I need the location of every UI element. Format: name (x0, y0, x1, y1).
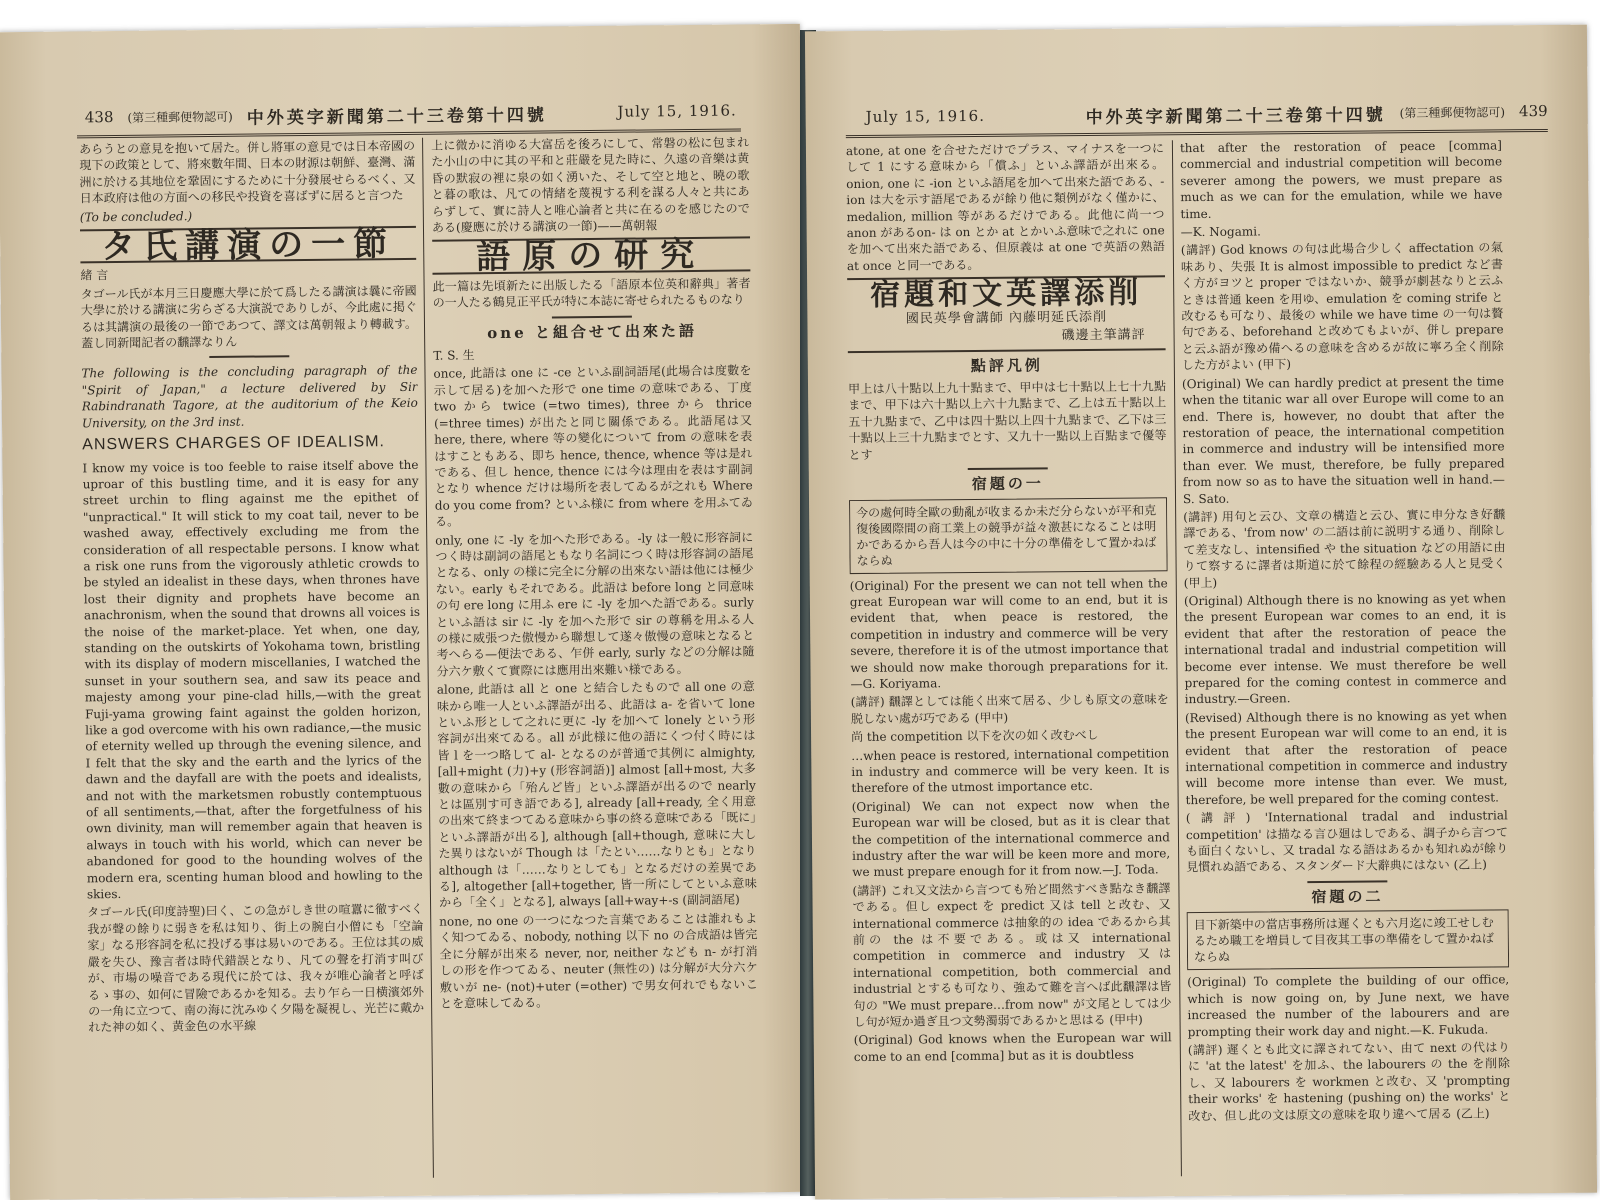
answer-nogami-start: (Original) God knows when the European war will come to an end [comma] but as it is doubtless (853, 1030, 1172, 1064)
exercise-2-box: 目下新築中の當店事務所は遲くとも六月迄に竣工せしむるため職工を増員して目夜其工事の準備をして置かねばならぬ (1187, 910, 1509, 971)
journal-title: 中外英字新聞第二十三卷第十四號 (246, 104, 547, 129)
article-continuation: あらうとの意見を抱いて居た。併し將軍の意見では日本帝國の現下の政策として、將來數年間、日本の財源は朝鮮、臺灣、滿洲に於ける其地位を鞏固にするために十分發展せらるべく、又日本政府は他の方面への移民や投資を喜ばずに居ると言つた (79, 138, 416, 206)
english-note: The following is the concluding paragraph of the "Spirit of Japan," a lecture delivered by Sir Rabindranath Tagore, at the auditorium of the Keio University, on the 3rd inst. (81, 363, 418, 431)
permit-notice: (第三種郵便物認可) (127, 109, 233, 125)
translation-continuation: 上に微かに消ゆる大富岳を後ろにして、常磐の松に包まれた小山の中に其の平和と莊嚴を見た時に、久遠の音樂は黄昏の默寂の裡に泉の如く湧いた、そして空と地と、曉の歌と暮の歌は、凡ての情緒を蔑視する利を謀る人々と共にあらずして、實に詩人と唯心論者と共に在るのを感じたのである(慶應に於ける講演の一節)——萬朝報 (431, 135, 750, 235)
etymology-subheading: one と組合せて出來た語 (487, 321, 698, 342)
etymology-author: T. S. 生 (433, 348, 475, 363)
section-divider (1307, 880, 1387, 883)
article-title-exercise: 宿題和文英譯添削 (870, 275, 1143, 314)
answer-toda: (Original) We can not expect now when the European war will be closed, but as it is clear that the competition of the international commerce and industry after the war will be keen more and more, we must prepare enough for it from now.—J. Toda. (851, 797, 1171, 880)
right-column-1 (846, 140, 1173, 1179)
critique-green: (講評) 'International tradal and industrial competition' は描なる言ひ廻はしである、調子から言つても面白くないし、又 tradal なる語はあるかも知れぬが餘り見慣れぬ語である、スタンダード大辭典にはない (乙上) (1185, 808, 1509, 875)
right-page (805, 25, 1597, 1200)
page-number: 439 (1518, 101, 1548, 121)
critique-fukuda: (講評) 遲くとも此文に譯されてない、由て next の代はりに 'at the latest' を加ふ、the labourers の the を削除し、又 labourers を workmen と改む、又 'prompting their works' を hastening (pushing on) the works' と改む、但し此の文は原文の意味を取り違へて居る (乙上) (1187, 1040, 1511, 1123)
grading-heading: 點評凡例 (970, 356, 1043, 375)
page-number: 438 (84, 108, 114, 127)
answer-green: (Original) Although there is no knowing as yet when the present European war comes to an end, it is evident that after the restoration of peace the international tradal and industrial competition will become ever intense. We must therefore be well prepared for the coming contest in commerce and industry.—Green. (1183, 591, 1507, 707)
right-page-header (866, 97, 1548, 131)
etymology-intro: 此一篇は先頃新たに出版したる「語原本位英和辭典」著者の一人たる鶴見正平氏が特に本誌に寄せられたるものなり (432, 276, 751, 310)
preface-text: タゴール氏が本月三日慶應大學に於て爲したる講演は曩に帝國大學に於ける講演に劣らざる大演説でありしが、今此處に掲ぐるは其講演の最後の一節であつて、譯文は萬朝報より轉載す。蓋し同新聞記者の飜譯なりん (80, 283, 418, 351)
entry-none: none, no one の一つになつた言葉であることは誰れもよく知つてゐる、nobody, nothing 以下 no の合成語は皆完全に分解が出來る never, nor, neither なども n- が打消しの形を作つてゐる、neuter (無性の) は分解が大分六ケ敷いが ne- (not)+uter (=other) で男女何れでもないことを意味してゐる。 (439, 911, 758, 1011)
left-column-2 (431, 134, 760, 1177)
etymology-continuation: atone, at one を合せただけでプラス、マイナスを一つにして 1 にする意味から「償ふ」といふ譯語が出來る。onion, one に -ion といふ語尾を加へて出來た語である、-ion は大を示す語尾であるが餘り他に類例がなく僅かに、medalion, million 等があるだけである。此他に尚一つ anon があるon- は on とか at とかいふ意味で之れに one を加へて出來た語である、但原義は at one で英語の熟語 at once と同一である。 (845, 141, 1165, 273)
left-page-header (85, 96, 737, 131)
issue-date: July 15, 1916. (865, 106, 986, 126)
header-rule (846, 129, 1548, 138)
entry-alone: alone, 此語は all と one と結合したもので all one の意味から唯一人といふ譯語が出る、此語は a- を省いて lone といふ形として之れに更に -ly を加へて lonely という形容詞が出來てゐる。all が此様に他の語にくつ付く時には皆 l を一つ略して al- となるのが普通で其例に almighty, [all+might (力)+y (形容詞語)] almost [all+most, 大多數の意味から「殆んど皆」といふ譯語が出るので nearly とは區別す可き語である], already [all+ready, 全く用意の出來て終まつてゐる意味から事の終る意味である「既に」といふ譯語が出る], although [all+though, 意味に大した異りはないが Though は「たとい……なりとも」となり although は「……なりとしても」となるだけの差異である], altogether [all+together, 皆一所にしてといふ意味から「全く」となる], always [all+way+-s (副詞語尾) (436, 679, 757, 911)
article-title-tagore: タ氏講演の一節 (100, 224, 396, 268)
exercise-1-box: 今の處何時全歐の動亂が收まるか未だ分らないが平和克復後國際間の商工業上の競爭が益々激甚になることは明かであるから吾人は今の中に十分の準備をして置かねばならぬ (849, 497, 1168, 574)
signature-nogami: —K. Nogami. (1180, 224, 1261, 240)
to-be-concluded: (To be concluded.) (79, 208, 193, 225)
english-heading: ANSWERS CHARGES OF IDEALISM. (82, 433, 386, 454)
section-divider (552, 315, 632, 318)
critique-nogami: (講評) God knows の句は此場合少しく affectation の氣味あり、失張 It is almost impossible to predict など書く方がヨツと proper ではないか、競爭が劇甚なりと云ふときは普通 keen を用ゆ、emulation を coming strife と改むるも可なり、最後の while we have time の一句は贅句である、beforehand と改めてもよいが、併し prepare と云ふ語が豫め備へるの意味を含めるが故に寧ろ全く削除した方がよい (甲下) (1180, 240, 1504, 373)
right-column-2 (1180, 137, 1511, 1176)
critique-koriyama-note: 尚 the competition 以下を次の如く改むべし (851, 728, 1099, 745)
permit-notice: (第三種郵便物認可) (1399, 104, 1506, 120)
answer-fukuda: (Original) To complete the building of our office, which is now going on, by June next, we have increased the number of the labourers and are prompting their work day and night.—K. Fukuda. (1187, 972, 1510, 1039)
preface-label: 緒 言 (80, 268, 109, 283)
issue-date: July 15, 1916. (617, 101, 737, 121)
grading-text: 甲上は八十點以上九十點まで、甲中は七十點以上七十九點まで、甲下は六十點以上六十九點まで、乙上は五十點以上五十九點まで、乙中は四十點以上四十九點まで、乙下は三十點以上三十九點までとす、又九十一點以上百點まで優等とす (847, 379, 1167, 462)
answer-nogami-end: that after the restoration of peace [comma] commercial and industrial competition will become severer among the powers, we must prepare as much as we can for the emulation, while we have time. (1179, 138, 1503, 221)
journal-title: 中外英字新聞第二十三卷第十四號 (1085, 104, 1386, 128)
critique-koriyama: (講評) 飜譯としては能く出來て居る、少しも原文の意味を脱しない處が巧である (甲中) (850, 692, 1169, 726)
revised-green: (Revised) Although there is no knowing as yet when the present European war will come to an end, it is evident that after the restoration of peace international competition in commerce and industry will become more intense than ever. We must, therefore, be well prepared for the coming contest. (1184, 708, 1508, 807)
answer-sato: (Original) We can hardly predict at present the time when the titanic war all over Europe will come to an end. There is, however, no doubt that after the restoration of peace, the international competition in commerce and industry will be intensified more than ever. We must, therefore, be fully prepared from now so as to have the situation well in hand.—S. Sato. (1181, 374, 1505, 506)
entry-once: once, 此語は one に -ce といふ副詞語尾(此場合は度數を示して居る)を加へた形で one time の意味である、丁度 two から twice (=two times), three から thrice (=three times) が出たと同じ關係である。此語尾は又 here, there, where 等の變化について from の意味を表はすこともある、即ち hence, thence, whence 等は是れである、但し hence, thence には今は理由を表はす副詞となり whence だけは場所を表してゐるが之れも Where do you come from? といふ様に from where を用ふてゐる。 (433, 363, 753, 529)
byline-critic: 磯邊主筆講評 (1061, 327, 1146, 343)
left-column-1 (79, 138, 426, 1181)
exercise-1-heading: 宿題の一 (971, 474, 1044, 494)
byline-corrector: 國民英學會講師 內藤明延氏添削 (905, 309, 1108, 327)
critique-sato: (講評) 用句と云ひ、文章の構造と云ひ、實に申分なき好飜譯である、'from now' の二語は前に説明する通り、削除して差支なし、intensified や the situation などの用語に由りて察するに譯者は斯道に於て餘程の經驗ある人と見受く (甲上) (1183, 507, 1506, 590)
entry-only: only, one に -ly を加へた形である。-ly は一般に形容詞につく時は副詞の語尾ともなり名詞につく時は形容詞の語尾となる、only の様に完全に分解の出來ない語は他には極少ない。early もそれである。此語は before long と同意味の句 ere long に用ふ ere に -ly を加へた語である。surly といふ語は sir に -ly を加へた形で sir の尊稱を用ふる人の様に威張つた傲慢から聯想して遂々傲慢の意味となると考へらる—便法である、乍併 early, surly などの分解は隨分六ケ敷くて實際には應用出來難い様である。 (435, 529, 755, 679)
left-page (0, 24, 812, 1200)
critique-koriyama-revision: …when peace is restored, international competition in industry and commerce will be very keen. It is therefore of the utmost importance etc. (851, 745, 1170, 796)
article-title-etymology: 語原の研究 (476, 235, 707, 278)
english-body: I know my voice is too feeble to raise itself above the uproar of this bustling time, and it is easy for any street urchin to fling against me the epithet of "unpractical." It will stick to my coat tail, never to be washed away, effectively excluding me from the consideration of all respectable persons. I know what a risk one runs from the vigorously athletic crowds to be styled an idealist in these days, when thrones have lost their dignity and prophets have become an anachronism, when the sound that drowns all voices is the noise of the market-place. Yet when, one day, standing on the outskirts of Yokohama town, bristling with its display of modern miscellanies, I watched the sunset in your southern sea, and saw its peace and majesty among your pine-clad hills,—with the great Fuji-yama growing faint against the golden horizon, like a god overcome with his own radiance,—the music of eternity welled up through the evening silence, and I felt that the sky and the earth and the lyrics of the dawn and the dayfall are with the poets and idealists, and not with the marketsmen robustly contemptuous of all sentiments,—that, after the forgetfulness of his own divinity, man will remember again that heaven is always in touch with his world, which can never be abandoned for good to the hounding wolves of the modern era, scenting human blood and howling to the skies. (82, 457, 423, 902)
japanese-translation: タゴール氏(印度詩聖)曰く、この急がしき世の喧囂に徹すべく我が聲の餘りに弱きを私は知り、街上の腕白小僧にも「空論家」なる形容詞を私に投げる事は易いのである。王位は其の威嚴を失ひ、豫言者は時代錯誤となり、凡ての聲を打消す叫びが、市場の噪音である現代に於ては、我々が唯心論者と呼ばるゝ事の、如何に冒險であるかを知る。去り乍ら一日横濱郊外の一角に立つて、南の海に沈みゆく夕陽を凝視し、光芒に戴かれた神の如く、黄金色の水平線 (87, 902, 425, 1035)
section-divider (968, 467, 1048, 470)
exercise-2-heading: 宿題の二 (1311, 887, 1384, 906)
section-divider (209, 356, 289, 359)
answer-koriyama: (Original) For the present we can not tell when the great European war will come to an end, but it is evident that, when peace is restored, the competition in industry and commerce will be very severe, therefore it is of the utmost importance that we should now make thorough preparations for it.—G. Koriyama. (849, 575, 1169, 691)
critique-toda: (講評) これ又文法から言つても殆ど間然すべき點なき飜譯である。但し expect を predict 又は tell と改む、又 international commerce は抽象的の idea であるから其前の the は不要である。或は又 international competition in commerce and industry 又は international competition, both commercial and industrial とするも可なり、強ゐて難を言へば此飜譯は皆句の "We must prepare…from now" が文尾としては少し句が短か過ぎ且つ文勢濁弱であるかと思はる (甲中) (852, 881, 1172, 1030)
